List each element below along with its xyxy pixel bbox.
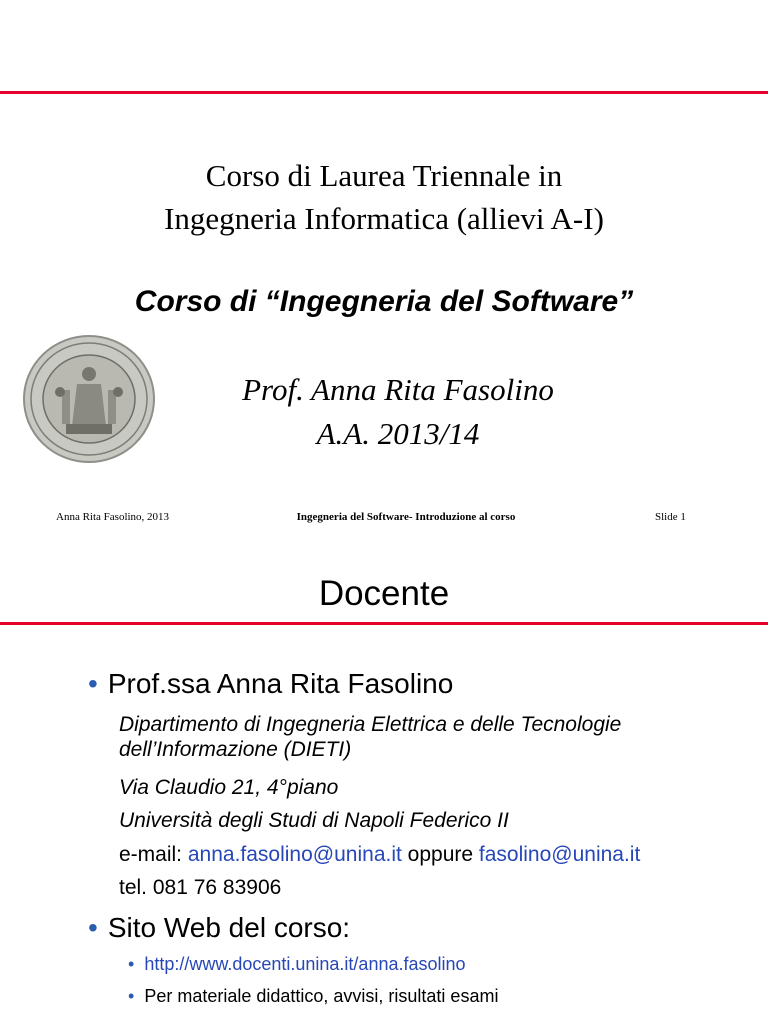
sub-bullet-url: [128, 954, 466, 975]
course-website-link[interactable]: http://www.docenti.unina.it/anna.fasolino: [144, 954, 466, 974]
academic-year: A.A. 2013/14: [316, 416, 480, 451]
office-address: Via Claudio 21, 4°piano: [119, 776, 339, 799]
bullet-icon: •: [88, 668, 98, 699]
sub-bullet-icon: •: [128, 986, 135, 1006]
course-title: Corso di “Ingegneria del Software”: [134, 285, 634, 318]
email-link-primary[interactable]: anna.fasolino@unina.it: [187, 843, 402, 866]
header-divider: [0, 91, 768, 94]
university-name: Università degli Studi di Napoli Federico II: [119, 809, 509, 832]
department-line-2: dell’Informazione (DIETI): [119, 738, 352, 761]
degree-line-1: Corso di Laurea Triennale in: [205, 158, 563, 193]
sub-bullet-materials: [128, 986, 498, 1007]
slide-title: Docente: [318, 574, 450, 613]
department-line-1: Dipartimento di Ingegneria Elettrica e delle Tecnologie: [119, 713, 622, 736]
footer-author: Anna Rita Fasolino, 2013: [56, 511, 170, 523]
teacher-name: Prof.ssa Anna Rita Fasolino: [107, 668, 454, 699]
sub-bullet-icon: •: [128, 954, 135, 974]
email-line: [119, 842, 640, 867]
footer-title: Ingegneria del Software- Introduzione al corso: [296, 511, 516, 523]
degree-line-2: Ingegneria Informatica (allievi A-I): [164, 201, 604, 236]
email-separator: oppure: [401, 843, 479, 866]
phone-number: tel. 081 76 83906: [119, 876, 282, 899]
bullet-website: [88, 912, 350, 944]
slide-2: [0, 540, 768, 1024]
bullet-icon: •: [88, 912, 98, 943]
bullet-teacher: [88, 668, 453, 700]
professor-name: Prof. Anna Rita Fasolino: [242, 372, 554, 407]
email-label: e-mail:: [119, 843, 188, 866]
website-heading: Sito Web del corso:: [107, 912, 351, 943]
title-divider: [0, 622, 768, 625]
materials-text: Per materiale didattico, avvisi, risultati esami: [144, 986, 499, 1006]
email-link-secondary[interactable]: fasolino@unina.it: [478, 843, 641, 866]
footer-slide-number: Slide 1: [655, 511, 686, 523]
